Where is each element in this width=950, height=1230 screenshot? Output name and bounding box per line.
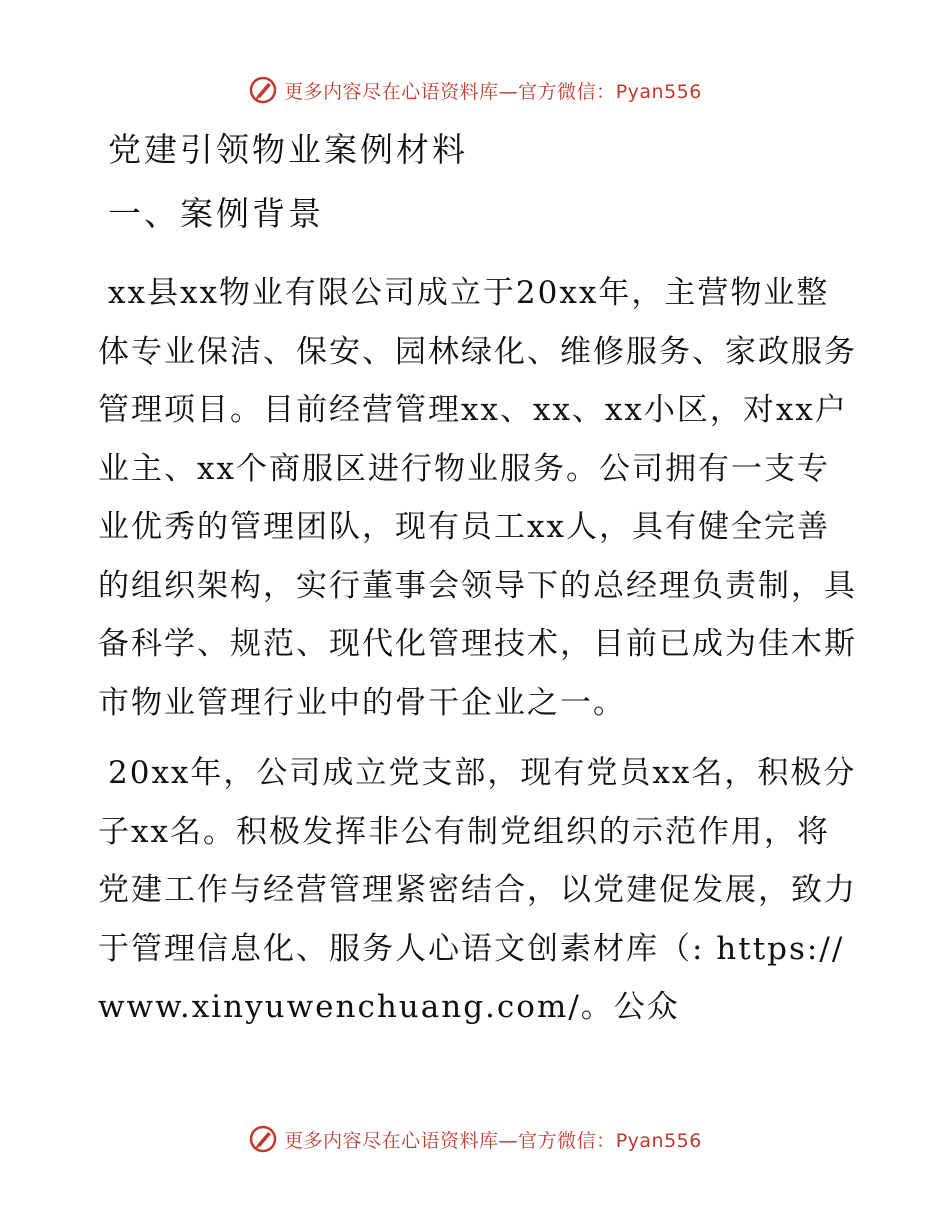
section-heading: 一、案例背景: [108, 194, 324, 233]
watermark-main: 更多内容尽在心语资料库: [284, 80, 499, 103]
footer-watermark-banner: [0, 1119, 950, 1159]
paragraph-company-overview: xx县xx物业有限公司成立于20xx年，主营物业整体专业保洁、保安、园林绿化、维修服务、家政服务管理项目。目前经营管理xx、xx、xx小区，对xx户业主、xx个商服区进行物业服务。公司拥有一支专业优秀的管理团队，现有员工xx人，具有健全完善的组织架构，实行董事会领导下的总经理负责制，具备科学、规范、现代化管理技术，目前已成为佳木斯市物业管理行业中的骨干企业之一。: [98, 275, 857, 721]
watermark-text: [284, 77, 702, 104]
quill-logo-icon: [248, 75, 278, 105]
header-watermark-banner: [0, 70, 950, 110]
watermark-text: [284, 1126, 702, 1153]
document-title: 党建引领物业案例材料: [108, 130, 468, 169]
watermark-dash: —: [498, 1129, 519, 1152]
watermark-wechat-label: 官方微信：: [518, 1129, 616, 1152]
watermark-wechat-id: Pyan556: [615, 80, 702, 103]
document-body: [98, 122, 858, 1037]
quill-logo-icon: [248, 1124, 278, 1154]
watermark-wechat-label: 官方微信：: [518, 80, 616, 103]
watermark-main: 更多内容尽在心语资料库: [284, 1129, 499, 1152]
paragraph-party-branch: 20xx年，公司成立党支部，现有党员xx名，积极分子xx名。积极发挥非公有制党组织的示范作用，将党建工作与经营管理紧密结合，以党建促发展，致力于管理信息化、服务人心语文创素材库（: https://www.xinyuwenchuang.com/。公众: [98, 755, 857, 1025]
watermark-dash: —: [498, 80, 519, 103]
watermark-wechat-id: Pyan556: [615, 1129, 702, 1152]
